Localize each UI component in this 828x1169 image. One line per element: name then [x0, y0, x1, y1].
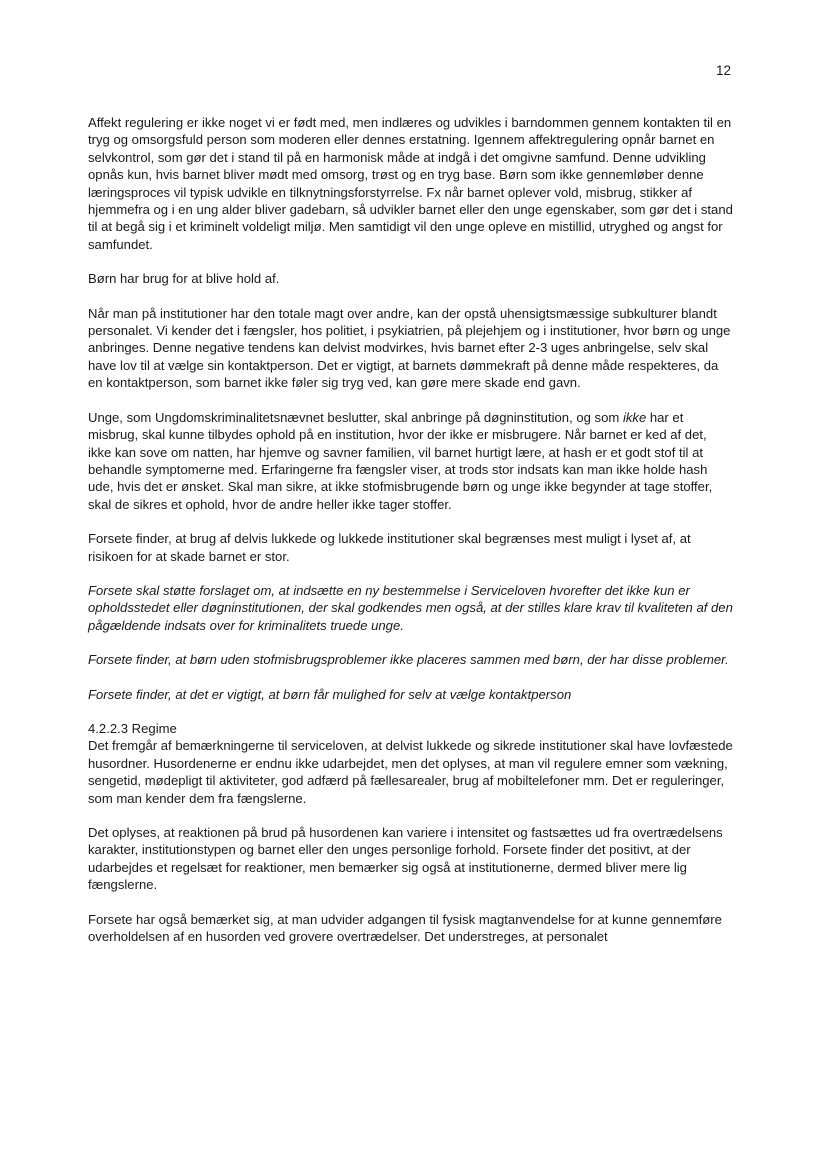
- emphasis-text: ikke: [622, 409, 647, 425]
- paragraph-affect-regulation: Affekt regulering er ikke noget vi er født med, men indlæres og udvikles i barndommen gennem kontakten til en tryg og omsorgsfuld person som moderen eller dennes erstatning. Igennem affektregulering opnår barnet en selvkontrol, som gør det i stand til på en harmonisk måde at indgå i det omgivne samfund. Denne udvikling opnås kun, hvis barnet bliver mødt med omsorg, trøst og en tryg base. Børn som ikke gennemløber denne læringsproces vil typisk udvikle en tilknytningsforstyrrelse. Fx når barnet oplever vold, misbrug, stikker af hjemmefra og i en ung alder bliver gadebarn, så udvikler barnet eller den unge egenskaber, som gør det i stand til at begå sig i et kriminelt voldeligt miljø. Men samtidigt vil den unge opleve en mistillid, utryghed og angst for samfundet.: [88, 115, 733, 252]
- paragraph-text-segment: Unge, som Ungdomskriminalitetsnævnet beslutter, skal anbringe på døgninstitution, og som: [88, 409, 623, 425]
- paragraph-subcultures: Når man på institutioner har den totale magt over andre, kan der opstå uhensigtsmæssige subkulturer blandt personalet. Vi kender det i fængsler, hos politiet, i psykiatrien, på plejehjem og i institutioner, hvor børn og unge anbringes. Denne negative tendens kan delvist modvirkes, hvis barnet efter 2-3 uges anbringelse, selv skal have lov til at vælge sin kontaktperson. Det er vigtigt, at barnets dømmekraft på denne måde respekteres, da en kontaktperson, som barnet ikke føler sig tryg ved, kan gøre mere skade end gavn.: [88, 305, 731, 391]
- section-regime: [88, 720, 733, 807]
- paragraph-physical-force: Forsete har også bemærket sig, at man udvider adgangen til fysisk magtanvendelse for at kunne gennemføre overholdelsen af en husorden ved grovere overtrædelser. Det understreges, at personalet: [88, 911, 722, 945]
- body-text: [88, 114, 733, 945]
- paragraph-no-misuse-placement: [88, 409, 733, 513]
- paragraph-reactions: Det oplyses, at reaktionen på brud på husordenen kan variere i intensitet og fastsættes ud fra overtrædelsens karakter, institutionstypen og barnet eller den unges personlige forhold. Forsete finder det positivt, at der udarbejdes et regelsæt for reaktioner, men bemærker sig også at institutionerne, dermed bliver mere lig fængslerne.: [88, 825, 723, 893]
- section-heading: 4.2.2.3 Regime: [88, 720, 177, 736]
- paragraph-no-mixing: Forsete finder, at børn uden stofmisbrugsproblemer ikke placeres sammen med børn, der har disse problemer.: [88, 652, 729, 668]
- paragraph-limit-closed-institutions: Forsete finder, at brug af delvis lukkede og lukkede institutioner skal begrænses mest muligt i lyset af, at risikoen for at skade barnet er stor.: [88, 531, 691, 564]
- paragraph-children-need-love: Børn har brug for at blive hold af.: [88, 271, 280, 287]
- paragraph-house-rules: Det fremgår af bemærkningerne til serviceloven, at delvist lukkede og sikrede institutioner skal have lovfæstede husordner. Husordenerne er endnu ikke udarbejdet, men det oplyses, at man vil regulere emner som vækning, sengetid, mødepligt til aktiviteter, god adfærd på fællesarealer, brug af mobiltelefoner mm. Det er reguleringer, som man kender dem fra fængslerne.: [88, 738, 733, 806]
- paragraph-text-segment: har et misbrug, skal kunne tilbydes ophold på en institution, hvor der ikke er misbrugere. Når barnet er ked af det, ikke kan sove om natten, har hjemve og savner familien, vil barnet hurtigt lære, at hash er et godt stof til at behandle symptomerne med. Erfaringerne fra fængsler viser, at trods stor indsats kan man ikke holde hash ude, hvis det er ønsket. Skal man sikre, at ikke stofmisbrugende børn og unge ikke begynder at tage stoffer, skal de sikres et ophold, hvor de andre heller ikke tager stoffer.: [88, 409, 713, 512]
- page-number: 12: [716, 63, 732, 78]
- paragraph-contact-person-choice: Forsete finder, at det er vigtigt, at børn får mulighed for selv at vælge kontaktperson: [88, 686, 572, 702]
- paragraph-support-proposal: Forsete skal støtte forslaget om, at indsætte en ny bestemmelse i Serviceloven hvorefter det ikke kun er opholdsstedet eller døgninstitutionen, der skal godkendes men også, at der stilles klare krav til kvaliteten af den pågældende indsats over for kriminalitets truede unge.: [88, 582, 733, 633]
